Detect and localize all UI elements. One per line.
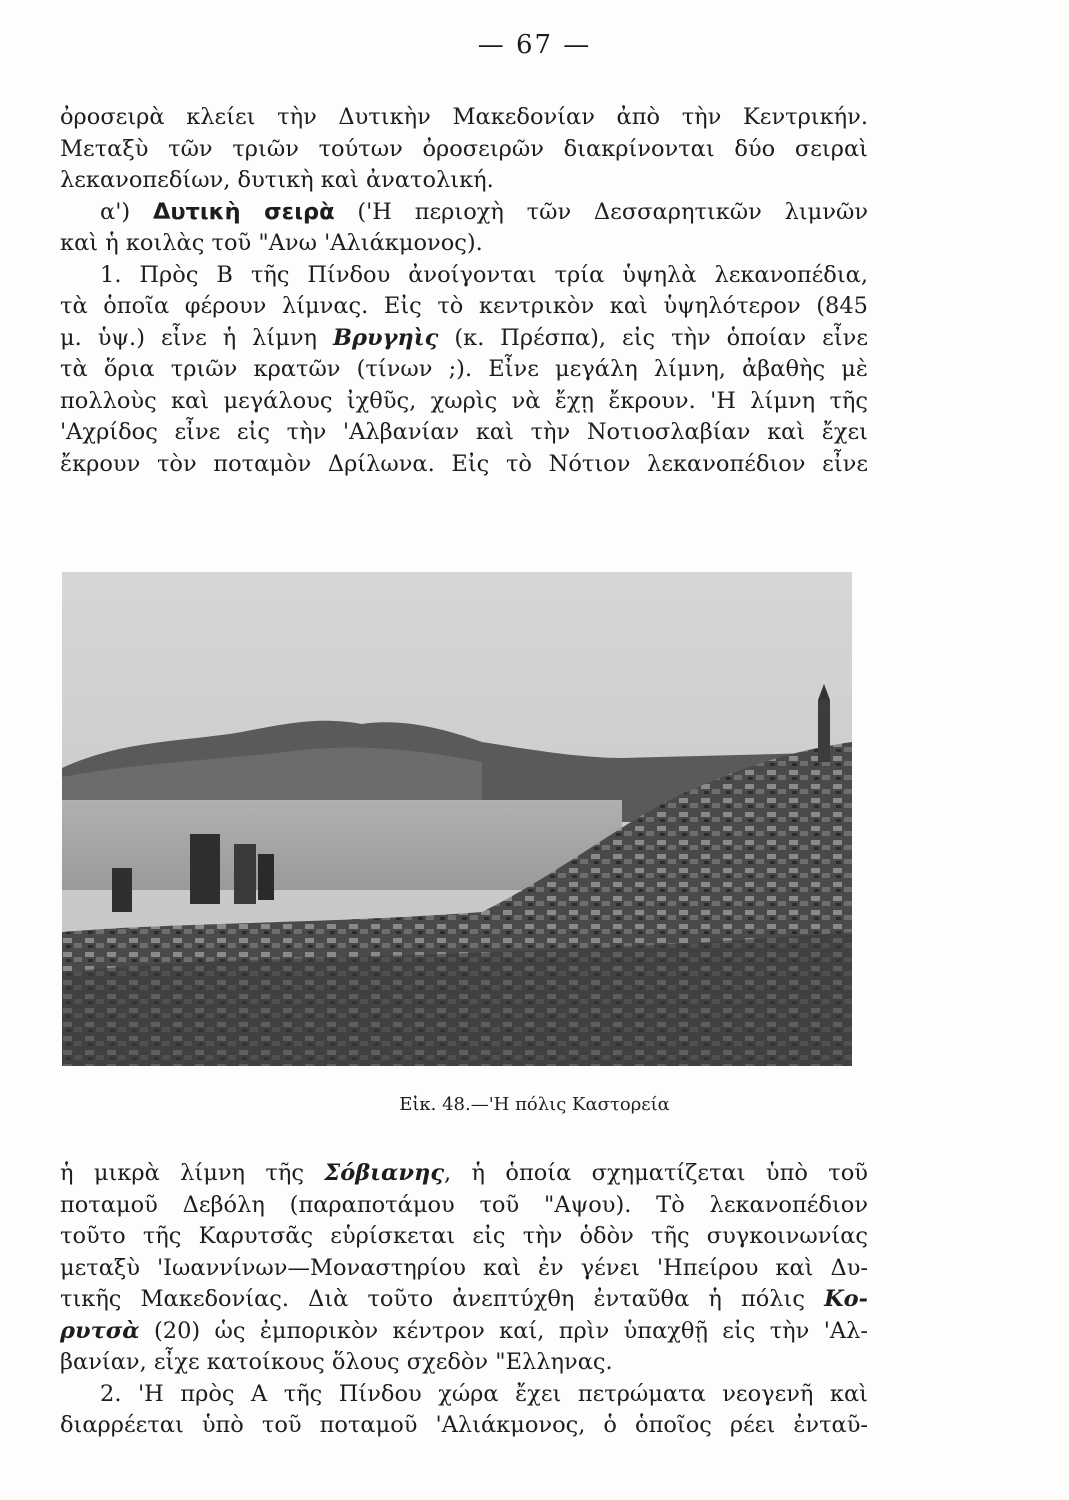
top-text-block <box>60 102 868 480</box>
text-line: ποταμοῦ Δεβόλη (παραποτάμου τοῦ "Αψου). Τὸ λεκανοπέδιον <box>60 1191 868 1218</box>
text-line: διαρρέεται ὑπὸ τοῦ ποταμοῦ 'Αλιάκμονος, ὁ ὁποῖος ρέει ἐνταῦ- <box>60 1412 868 1438</box>
minaret <box>818 700 830 762</box>
text-line: 1. Πρὸς Β τῆς Πίνδου ἀνοίγονται τρία ὑψηλὰ λεκανοπέδια, <box>100 261 868 288</box>
bottom-text-block <box>60 1158 868 1442</box>
page-number: — 67 — <box>477 30 592 60</box>
city-name-emphasis: Κο- <box>824 1286 868 1312</box>
figure-caption: Εἰκ. 48.—'Η πόλις Καστορεία <box>399 1094 670 1115</box>
text-line: 2. 'Η πρὸς Α τῆς Πίνδου χώρα ἔχει πετρώματα νεογενῆ καὶ <box>100 1380 868 1407</box>
kastoria-photograph <box>62 572 852 1066</box>
section-a-heading-line <box>60 197 868 229</box>
text-span: ('Η περιοχὴ τῶν Δεσσαρητικῶν λιμνῶν <box>334 198 868 225</box>
text-line: ὀροσειρὰ κλείει τὴν Δυτικὴν Μακεδονίαν ἀπὸ τὴν Κεντρικήν. <box>60 104 868 130</box>
text-line: πολλοὺς καὶ μεγάλους ἰχθῦς, χωρὶς νὰ ἔχῃ ἔκρουν. 'Η λίμνη τῆς <box>60 387 868 414</box>
tower-3 <box>258 854 274 900</box>
text-line: 'Αχρίδος εἶνε εἰς τὴν 'Αλβανίαν καὶ τὴν Νοτιοσλαβίαν καὶ ἔχει <box>60 419 868 445</box>
text-line-with-city <box>60 1316 868 1348</box>
text-span: (20) ὡς ἐμπορικὸν κέντρον καί, πρὶν ὑπαχθῇ εἰς τὴν 'Αλ- <box>139 1317 868 1344</box>
lake-water <box>62 800 622 890</box>
text-line-with-city <box>60 1284 868 1316</box>
tower-2 <box>234 844 256 904</box>
tower-1 <box>190 834 220 904</box>
section-heading: Δυτικὴ σειρὰ <box>152 198 335 225</box>
text-span: τικῆς Μακεδονίας. Διὰ τοῦτο ἀνεπτύχθη ἐνταῦθα ἡ πόλις <box>60 1286 825 1312</box>
text-span: μ. ὑψ.) εἶνε ἡ λίμνη <box>60 324 333 351</box>
text-line-with-lake <box>60 323 868 355</box>
photo-drawing <box>62 572 852 1066</box>
text-line-with-lake <box>60 1158 868 1190</box>
text-span: ἡ μικρὰ λίμνη τῆς <box>60 1160 325 1186</box>
text-span: (κ. Πρέσπα), εἰς τὴν ὁποίαν εἶνε <box>438 324 868 351</box>
text-line: Μεταξὺ τῶν τριῶν τούτων ὀροσειρῶν διακρίνονται δύο σειραὶ <box>60 135 868 162</box>
text-line: καὶ ἡ κοιλὰς τοῦ "Ανω 'Αλιάκμονος). <box>60 230 483 256</box>
text-line: βανίαν, εἶχε κατοίκους ὅλους σχεδὸν "Ελληνας. <box>60 1349 613 1375</box>
text-line: τοῦτο τῆς Καρυτσᾶς εὑρίσκεται εἰς τὴν ὁδὸν τῆς συγκοινωνίας <box>60 1223 868 1249</box>
lake-name-emphasis: Βρυγηὶς <box>332 324 439 351</box>
section-label: α') <box>100 198 153 225</box>
text-line: τὰ ὅρια τριῶν κρατῶν (τίνων ;). Εἶνε μεγάλη λίμνη, ἀβαθὴς μὲ <box>60 356 868 382</box>
lake-name-emphasis: Σόβιανης <box>324 1160 445 1186</box>
tree-left <box>112 868 132 912</box>
text-line: μεταξὺ 'Ιωαννίνων—Μοναστηρίου καὶ ἐν γένει 'Ηπείρου καὶ Δυ- <box>60 1254 868 1281</box>
text-line: ἔκρουν τὸν ποταμὸν Δρίλωνα. Εἰς τὸ Νότιον λεκανοπέδιον εἶνε <box>60 450 868 477</box>
text-line: τὰ ὁποῖα φέρουν λίμνας. Εἰς τὸ κεντρικὸν καὶ ὑψηλότερον (845 <box>60 293 868 319</box>
city-name-emphasis: ρυτσὰ <box>60 1317 140 1344</box>
text-line: λεκανοπεδίων, δυτικὴ καὶ ἀνατολική. <box>60 167 494 193</box>
text-span: , ἡ ὁποία σχηματίζεται ὑπὸ τοῦ <box>444 1160 868 1186</box>
